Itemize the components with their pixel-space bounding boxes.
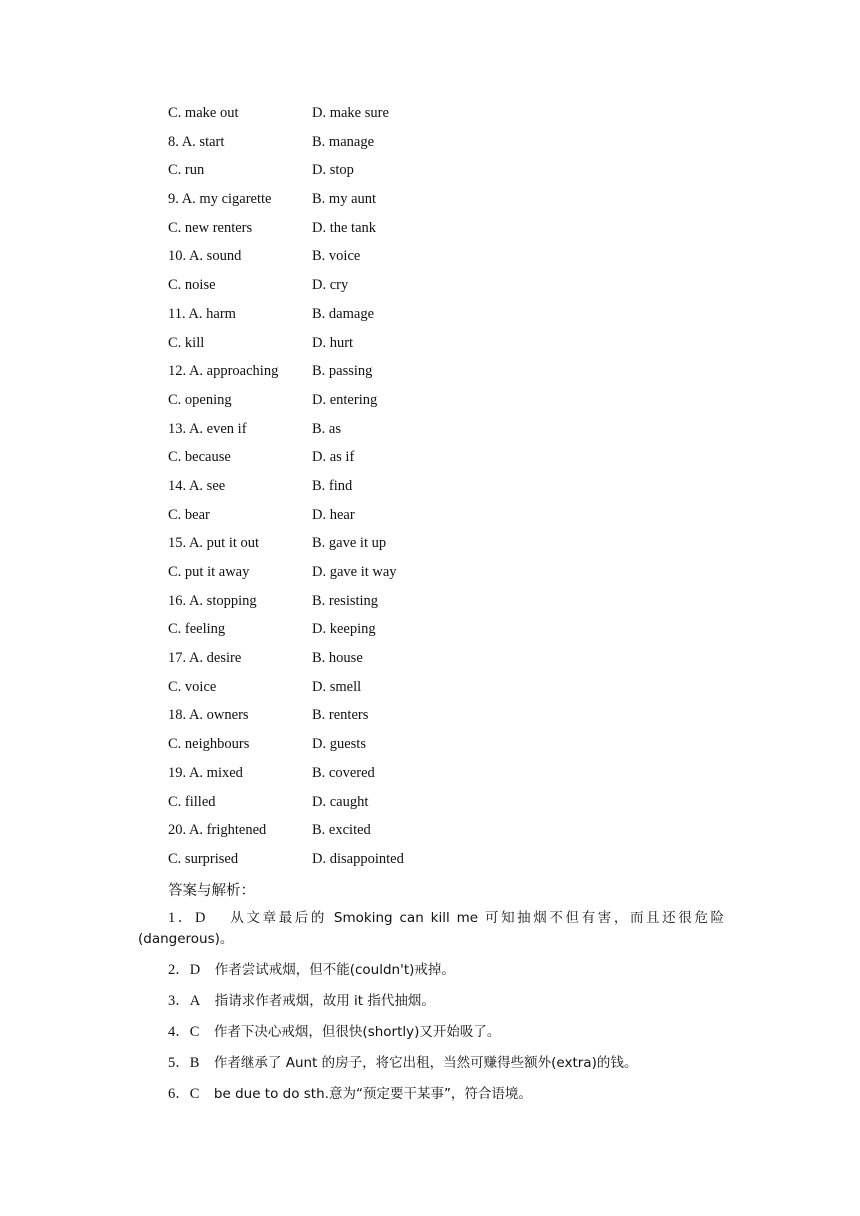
explanation-text: 指请求作者戒烟，故用 it 指代抽烟。 xyxy=(214,993,435,1009)
option-right: B. gave it up xyxy=(312,535,387,552)
answer-key: 1．D xyxy=(168,910,206,926)
option-right: D. hear xyxy=(312,506,355,523)
option-left: 17. A. desire xyxy=(168,650,242,667)
option-left: C. feeling xyxy=(168,621,226,638)
option-left: 11. A. harm xyxy=(168,305,236,322)
option-right: D. gave it way xyxy=(312,564,397,580)
explanation-text-cont: (dangerous)。 xyxy=(138,931,234,947)
option-right: D. disappointed xyxy=(312,850,404,867)
option-left: 8. A. start xyxy=(168,133,225,150)
option-row xyxy=(168,734,728,763)
option-row xyxy=(168,792,728,821)
option-row xyxy=(168,390,728,419)
option-row xyxy=(168,763,728,792)
option-left: C. noise xyxy=(168,277,216,294)
option-right: D. the tank xyxy=(312,219,377,236)
option-right: B. renters xyxy=(312,707,369,724)
answer-key: 2．D xyxy=(168,962,201,978)
option-row xyxy=(168,132,728,161)
option-left: C. put it away xyxy=(168,564,250,580)
option-left: C. voice xyxy=(168,678,217,695)
option-left: 13. A. even if xyxy=(168,420,247,437)
option-right: B. manage xyxy=(312,133,375,150)
option-row xyxy=(168,533,728,562)
option-right: D. caught xyxy=(312,793,369,810)
option-left: 16. A. stopping xyxy=(168,592,257,609)
option-left: 9. A. my cigarette xyxy=(168,191,272,208)
option-row xyxy=(168,419,728,448)
option-right: B. find xyxy=(312,477,353,494)
option-right: D. as if xyxy=(312,449,355,466)
option-right: B. covered xyxy=(312,764,375,781)
answer-heading: 答案与解析： xyxy=(168,883,255,899)
explanation-text: 作者继承了 Aunt 的房子，将它出租，当然可赚得些额外(extra)的钱。 xyxy=(213,1055,638,1071)
option-row xyxy=(168,447,728,476)
option-left: C. kill xyxy=(168,334,205,351)
option-left: C. filled xyxy=(168,793,216,810)
option-row xyxy=(168,275,728,304)
option-right: D. guests xyxy=(312,736,366,753)
answer-key: 4．C xyxy=(168,1024,200,1040)
explanation-text: be due to do sth.意为“预定要干某事”，符合语境。 xyxy=(213,1086,532,1102)
option-left: 10. A. sound xyxy=(168,248,242,265)
explanation-4 xyxy=(168,1022,728,1043)
explanation-5 xyxy=(168,1053,728,1074)
option-row xyxy=(168,103,728,132)
option-right: D. hurt xyxy=(312,334,354,351)
option-row xyxy=(168,677,728,706)
option-row xyxy=(168,619,728,648)
option-right: B. damage xyxy=(312,305,375,322)
explanation-1 xyxy=(138,908,724,950)
explanation-text: 作者尝试戒烟，但不能(couldn't)戒掉。 xyxy=(214,962,455,978)
option-row xyxy=(168,562,728,591)
option-right: B. house xyxy=(312,650,363,667)
option-right: B. voice xyxy=(312,248,361,265)
option-left: C. neighbours xyxy=(168,736,250,753)
answer-key: 5．B xyxy=(168,1055,200,1071)
option-left: C. bear xyxy=(168,506,210,523)
option-row xyxy=(168,246,728,275)
option-left: C. make out xyxy=(168,105,239,121)
option-left: 15. A. put it out xyxy=(168,535,260,552)
option-row xyxy=(168,505,728,534)
explanation-text: 从文章最后的 Smoking can kill me 可知抽烟不但有害，而且还很危险 xyxy=(230,910,724,926)
option-row xyxy=(168,648,728,677)
option-row xyxy=(168,361,728,390)
option-right: D. smell xyxy=(312,678,362,695)
explanation-2 xyxy=(168,960,728,981)
option-right: B. resisting xyxy=(312,592,379,609)
explanation-text: 作者下决心戒烟，但很快(shortly)又开始吸了。 xyxy=(213,1024,501,1040)
option-right: B. excited xyxy=(312,822,371,839)
option-right: D. stop xyxy=(312,162,354,179)
option-left: 14. A. see xyxy=(168,477,226,494)
answer-key: 6．C xyxy=(168,1086,200,1102)
option-row xyxy=(168,218,728,247)
explanation-6 xyxy=(168,1084,728,1105)
option-row xyxy=(168,189,728,218)
option-left: C. run xyxy=(168,162,205,179)
option-left: 19. A. mixed xyxy=(168,764,243,781)
option-left: 12. A. approaching xyxy=(168,363,279,380)
option-left: C. surprised xyxy=(168,850,239,867)
option-right: B. as xyxy=(312,420,341,437)
option-left: C. new renters xyxy=(168,219,253,236)
option-right: D. keeping xyxy=(312,621,376,638)
option-row xyxy=(168,160,728,189)
option-row xyxy=(168,820,728,849)
option-row xyxy=(168,476,728,505)
option-right: B. my aunt xyxy=(312,191,377,208)
option-left: C. opening xyxy=(168,391,232,408)
option-left: 20. A. frightened xyxy=(168,822,267,839)
option-list xyxy=(168,103,728,878)
option-left: C. because xyxy=(168,449,231,466)
option-row xyxy=(168,849,728,878)
option-row xyxy=(168,591,728,620)
option-row xyxy=(168,705,728,734)
explanation-3 xyxy=(168,991,728,1012)
option-right: D. entering xyxy=(312,391,378,408)
answer-key: 3．A xyxy=(168,993,201,1009)
option-right: D. make sure xyxy=(312,105,389,121)
option-right: D. cry xyxy=(312,277,349,294)
option-row xyxy=(168,304,728,333)
option-left: 18. A. owners xyxy=(168,707,249,724)
option-row xyxy=(168,333,728,362)
option-right: B. passing xyxy=(312,363,373,380)
